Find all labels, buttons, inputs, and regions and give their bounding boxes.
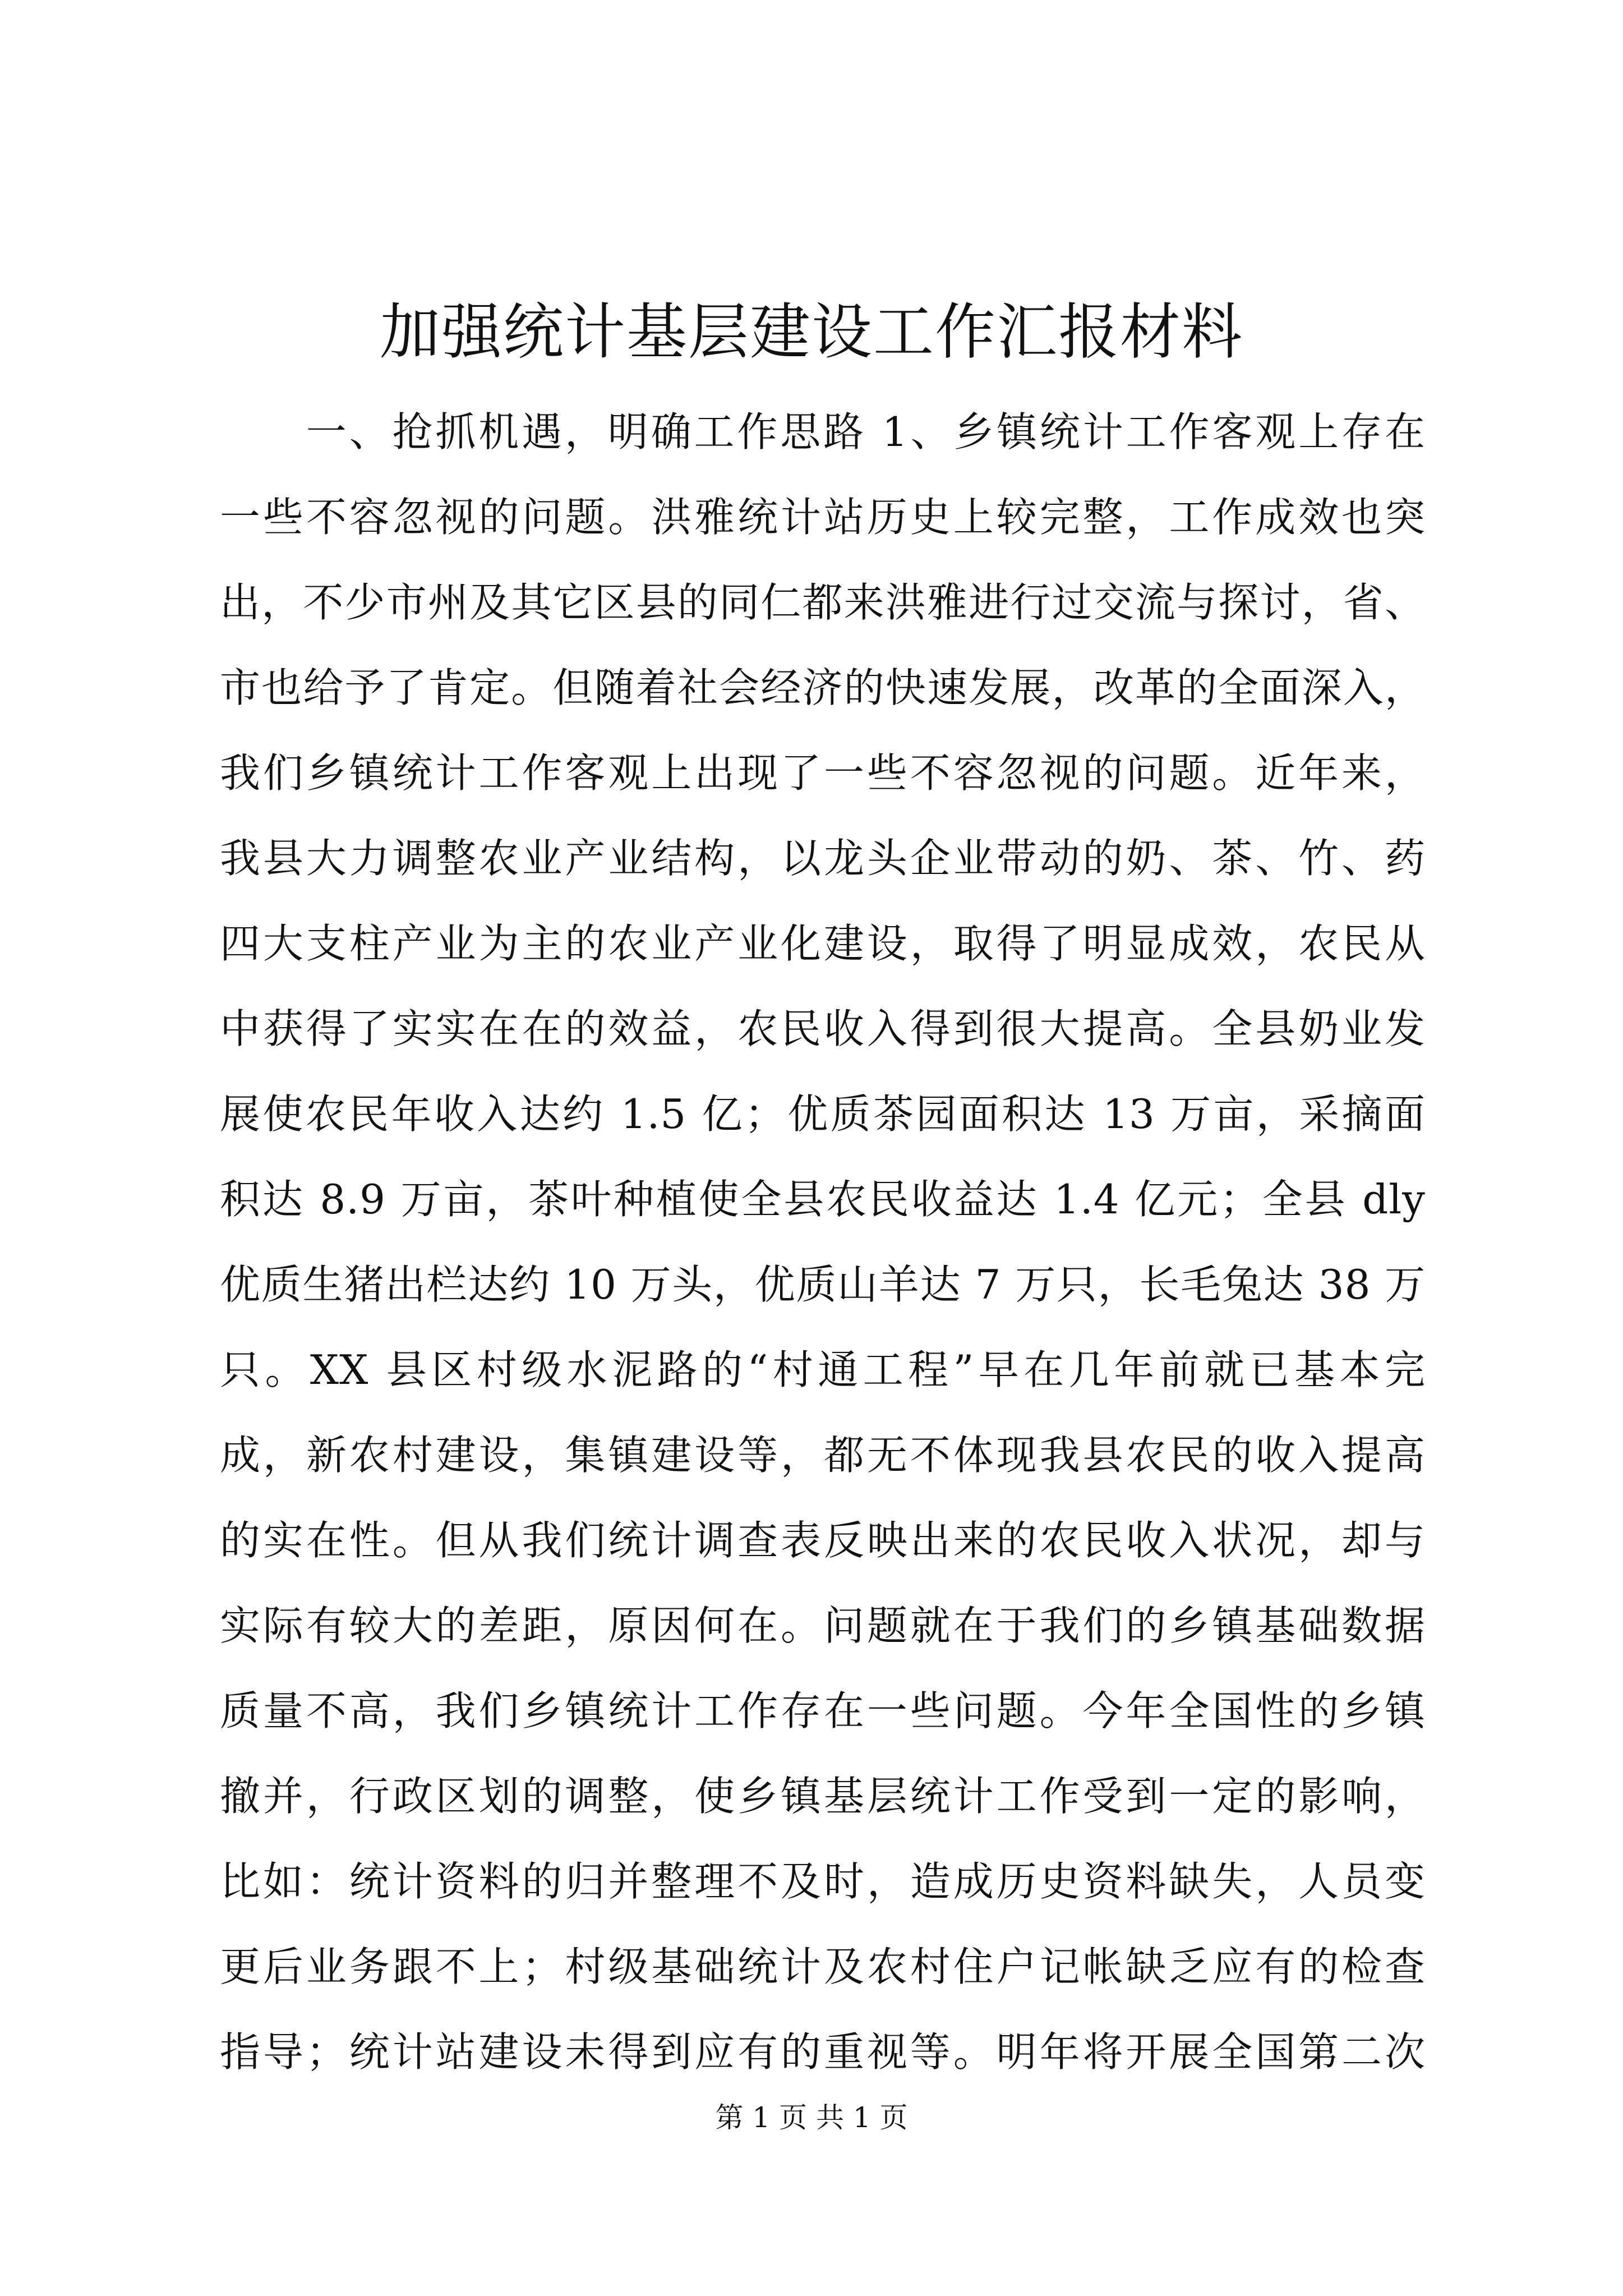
body-line: 展使农民年收入达约 1.5 亿；优质茶园面积达 13 万亩，采摘面 (220, 1091, 1426, 1138)
page-footer: 第 1 页 共 1 页 (715, 2101, 908, 2134)
body-line: 更后业务跟不上；村级基础统计及农村住户记帐缺乏应有的检查 (220, 1943, 1426, 1990)
body-line: 一些不容忽视的问题。洪雅统计站历史上较完整，工作成效也突 (220, 494, 1426, 541)
body-line: 我们乡镇统计工作客观上出现了一些不容忽视的问题。近年来， (220, 749, 1426, 797)
document-title: 加强统计基层建设工作汇报材料 (379, 297, 1243, 367)
body-line: 比如：统计资料的归并整理不及时，造成历史资料缺失，人员变 (220, 1858, 1426, 1905)
body-line: 指导；统计站建设未得到应有的重视等。明年将开展全国第二次 (220, 2028, 1426, 2076)
body-line: 一、抢抓机遇，明确工作思路 1、乡镇统计工作客观上存在 (220, 408, 1426, 455)
body-line: 实际有较大的差距，原因何在。问题就在于我们的乡镇基础数据 (220, 1602, 1426, 1649)
body-line: 出，不少市州及其它区县的同仁都来洪雅进行过交流与探讨，省、 (220, 579, 1426, 626)
body-line: 只。XX 县区村级水泥路的“村通工程”早在几年前就已基本完 (220, 1346, 1426, 1393)
body-line: 撤并，行政区划的调整，使乡镇基层统计工作受到一定的影响， (220, 1773, 1426, 1820)
body-line: 质量不高，我们乡镇统计工作存在一些问题。今年全国性的乡镇 (220, 1687, 1426, 1734)
body-line: 优质生猪出栏达约 10 万头，优质山羊达 7 万只，长毛兔达 38 万 (220, 1261, 1426, 1308)
body-line: 中获得了实实在在的效益，农民收入得到很大提高。全县奶业发 (220, 1005, 1426, 1052)
body-line: 四大支柱产业为主的农业产业化建设，取得了明显成效，农民从 (220, 920, 1426, 967)
body-line: 市也给予了肯定。但随着社会经济的快速发展，改革的全面深入， (220, 664, 1426, 711)
body-line: 我县大力调整农业产业结构，以龙头企业带动的奶、茶、竹、药 (220, 835, 1426, 882)
document-body (220, 389, 1426, 2095)
body-line: 的实在性。但从我们统计调查表反映出来的农民收入状况，却与 (220, 1517, 1426, 1564)
body-line: 积达 8.9 万亩，茶叶种植使全县农民收益达 1.4 亿元；全县 dly (220, 1176, 1426, 1223)
body-line: 成，新农村建设，集镇建设等，都无不体现我县农民的收入提高 (220, 1432, 1426, 1479)
